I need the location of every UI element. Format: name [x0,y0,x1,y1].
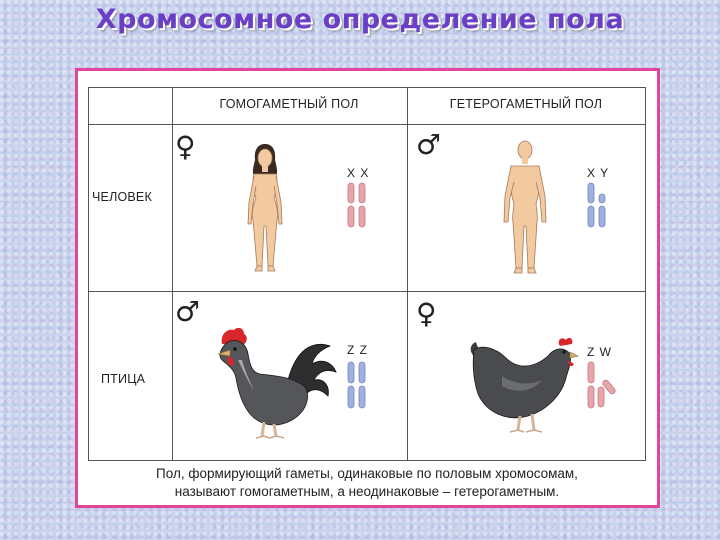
header-homogametic: ГОМОГАМЕТНЫЙ ПОЛ [219,97,359,111]
header-heterogametic: ГЕТЕРОГАМЕТНЫЙ ПОЛ [449,97,603,111]
man-figure [500,138,550,276]
chromosomes-zw [586,361,622,409]
sex-column-divider [407,88,408,460]
slide-title: Хромосомное определение пола [95,4,625,35]
caption-line-2: называют гомогаметным, а неодинаковые – гетерогаметным. [174,484,560,499]
chromosomes-xx [346,182,370,228]
female-symbol: ♀ [416,297,437,330]
rooster-illustration [208,320,338,442]
label-column-divider [172,88,173,460]
male-symbol: ♂ [416,128,442,161]
chromosome-label-zw: Z W [587,345,612,359]
row-label-human: ЧЕЛОВЕК [92,190,152,204]
chromosomes-zz [346,361,370,409]
hen-illustration [462,330,580,438]
woman-figure [240,140,290,275]
chromosome-label-xy: X Y [587,166,610,180]
chromosome-label-xx: X X [347,166,370,180]
row-label-bird: ПТИЦА [101,372,146,386]
caption [88,465,646,501]
female-symbol: ♀ [175,130,196,163]
caption-line-1: Пол, формирующий гаметы, одинаковые по половым хромосомам, [156,466,578,481]
chromosome-label-zz: Z Z [347,343,368,357]
male-symbol: ♂ [175,295,201,328]
chromosomes-xy [586,182,610,228]
